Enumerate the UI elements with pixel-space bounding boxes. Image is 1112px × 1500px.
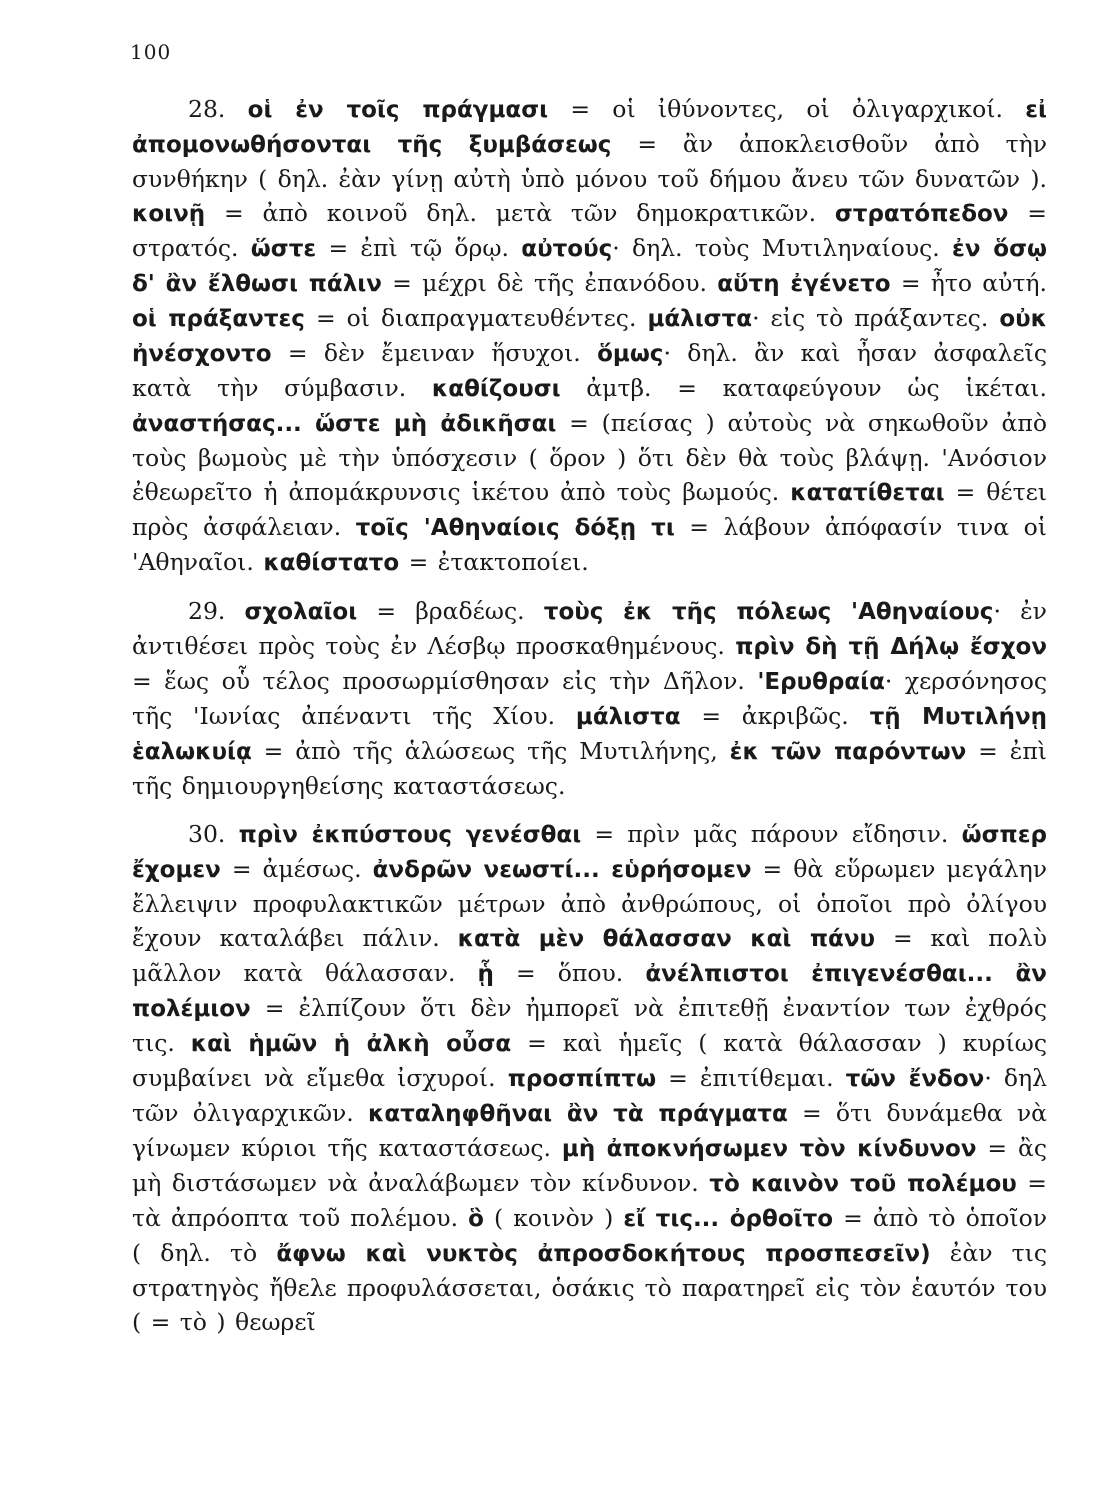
lemma-text: ὅμως <box>597 341 664 367</box>
gloss-text: = ἀμέσως. <box>220 855 373 883</box>
lemma-text: τὸ καινὸν τοῦ πολέμου <box>709 1171 1017 1197</box>
gloss-text: = τὰ ἀπρόοπτα τοῦ πολέμου. <box>132 1169 1047 1232</box>
gloss-text: = (πείσας ) αὐτοὺς νὰ σηκωθοῦν ἀπὸ τοὺς βωμοὺς μὲ τὴν ὑπόσχεσιν ( ὅρον ) ὅτι δὲν θὰ τοὺς βλάψῃ. 'Ανόσιον ἐθεωρεῖτο ἡ ἀπομάκρυνσις ἱκέτου ἀπὸ τοὺς βωμούς. <box>132 409 1047 506</box>
gloss-text: = ἂν ἀποκλεισθοῦν ἀπὸ τὴν συνθήκην ( δηλ. ἐὰν γίνῃ αὐτὴ ὑπὸ μόνου τοῦ δήμου ἄνευ τῶν δυνατῶν ). <box>132 130 1047 193</box>
lemma-text: εἴ τις... ὀρθοῖτο <box>623 1206 834 1232</box>
gloss-text: = ἀπὸ κοινοῦ δηλ. μετὰ τῶν δημοκρατικῶν. <box>205 199 835 227</box>
gloss-text: = δὲν ἔμειναν ἥσυχοι. <box>271 339 598 367</box>
lemma-text: ᾗ <box>477 961 494 987</box>
lemma-text: μάλιστα <box>575 704 681 730</box>
gloss-text: = θέτει πρὸς ἀσφάλειαν. <box>132 478 1047 541</box>
lemma-text: ὥστε <box>250 236 317 262</box>
gloss-text: = στρατός. <box>132 199 1047 262</box>
gloss-text: = ὅπου. <box>493 959 646 987</box>
lemma-text: προσπίπτω <box>507 1066 657 1092</box>
gloss-text: = ὅτι δυνάμεθα νὰ γίνωμεν κύριοι τῆς καταστάσεως. <box>132 1099 1047 1162</box>
gloss-text: = ἕως οὗ τέλος προσωρμίσθησαν εἰς τὴν Δῆλον. <box>132 667 758 695</box>
gloss-text: ἐὰν τις στρατηγὸς ἤθελε προφυλάσσεται, ὁσάκις τὸ παρατηρεῖ εἰς τὸν ἑαυτόν του ( = τὸ ) θεωρεῖ <box>132 1239 1048 1336</box>
lemma-text: αὕτη ἐγένετο <box>717 271 891 297</box>
lemma-text: καὶ ἡμῶν ἡ ἀλκὴ οὖσα <box>190 1031 512 1057</box>
lemma-text: κοινῇ <box>132 201 206 227</box>
gloss-text: · εἰς τὸ πράξαντες. <box>752 304 1000 332</box>
lemma-text: καταληφθῆναι ἂν τὰ πράγματα <box>367 1101 788 1127</box>
gloss-text: = ἀκριβῶς. <box>680 702 870 730</box>
lemma-text: ἀνδρῶν νεωστί... εὑρήσομεν <box>372 857 752 883</box>
lemma-text: οἱ πράξαντες <box>132 306 305 332</box>
lemma-text: ἀναστήσας... ὥστε μὴ ἀδικῆσαι <box>132 411 557 437</box>
gloss-text: = ἐτακτοποίει. <box>399 548 589 576</box>
gloss-text: · δηλ. τοὺς Μυτιληναίους. <box>612 234 953 262</box>
gloss-text: = μέχρι δὲ τῆς ἐπανόδου. <box>381 269 718 297</box>
lemma-text: εἰ ἀπομονωθήσονται τῆς ξυμβάσεως <box>132 97 1047 158</box>
lemma-text: οἱ ἐν τοῖς πράγμασι <box>247 97 549 123</box>
lemma-text: οὐκ ἠνέσχοντο <box>132 306 1047 367</box>
lemma-text: τῇ Μυτιλήνῃ ἑαλωκυίᾳ <box>132 704 1047 765</box>
lemma-text: ἐκ τῶν παρόντων <box>729 739 967 765</box>
page-body <box>132 92 1047 1339</box>
lemma-text: μὴ ἀποκνήσωμεν τὸν κίνδυνον <box>561 1136 977 1162</box>
gloss-text: = καὶ πολὺ μᾶλλον κατὰ θάλασσαν. <box>132 924 1048 987</box>
gloss-text: = ἀπὸ τῆς ἁλώσεως τῆς Μυτιλήνης, <box>251 737 730 765</box>
gloss-text: = ἦτο αὐτή. <box>890 269 1047 297</box>
paragraph-number: 29. <box>188 597 226 625</box>
gloss-text: = πρὶν μᾶς πάρουν εἴδησιν. <box>581 820 962 848</box>
gloss-text: = ἂς μὴ διστάσωμεν νὰ ἀναλάβωμεν τὸν κίνδυνον. <box>132 1134 1047 1197</box>
gloss-text: = ἀπὸ τὸ ὁποῖον ( δηλ. τὸ <box>132 1204 1048 1267</box>
gloss-text: = ἐπὶ τῆς δημιουργηθείσης καταστάσεως. <box>132 737 1047 800</box>
gloss-text: ( κοινὸν ) <box>483 1204 624 1232</box>
lemma-text: ἀνέλπιστοι ἐπιγενέσθαι... ἂν πολέμιον <box>132 961 1047 1022</box>
lemma-text: κατατίθεται <box>790 480 945 506</box>
gloss-text: · δηλ. ἂν καὶ ἦσαν ἀσφαλεῖς κατὰ τὴν σύμβασιν. <box>132 339 1048 402</box>
gloss-text: = λάβουν ἀπόφασίν τινα οἱ 'Αθηναῖοι. <box>132 513 1047 576</box>
lemma-text: τοὺς ἐκ τῆς πόλεως 'Αθηναίους <box>543 599 994 625</box>
gloss-text: = ἐπιτίθεμαι. <box>656 1064 846 1092</box>
gloss-text: ἀμτβ. = καταφεύγουν ὡς ἱκέται. <box>560 374 1047 402</box>
gloss-text: = βραδέως. <box>357 597 544 625</box>
gloss-text: · ἐν ἀντιθέσει πρὸς τοὺς ἐν Λέσβῳ προσκαθημένους. <box>132 597 1047 660</box>
gloss-text: = οἱ διαπραγματευθέντες. <box>304 304 648 332</box>
lemma-text: πρὶν δὴ τῇ Δήλῳ ἔσχον <box>735 634 1047 660</box>
lemma-text: στρατόπεδον <box>834 201 1009 227</box>
lemma-text: καθίστατο <box>263 550 400 576</box>
lemma-text: πρὶν ἐκπύστους γενέσθαι <box>238 822 582 848</box>
lemma-text: ὃ <box>468 1206 484 1232</box>
lemma-text: αὐτούς <box>521 236 613 262</box>
paragraph-28 <box>132 92 1047 580</box>
page-number: 100 <box>130 40 172 64</box>
lemma-text: καθίζουσι <box>431 376 561 402</box>
lemma-text: 'Ερυθραία <box>757 669 885 695</box>
lemma-text: τοῖς 'Αθηναίοις δόξῃ τι <box>355 515 675 541</box>
lemma-text: ἐν ὅσῳ δ' ἂν ἔλθωσι πάλιν <box>132 236 1048 297</box>
gloss-text: = οἱ ἰθύνοντες, οἱ ὀλιγαρχικοί. <box>548 95 1026 123</box>
paragraph-29 <box>132 594 1047 803</box>
lemma-text: ὥσπερ ἔχομεν <box>132 822 1047 883</box>
gloss-text: = θὰ εὕρωμεν μεγάλην ἔλλειψιν προφυλακτικῶν μέτρων ἀπὸ ἀνθρώπους, οἱ ὁποῖοι πρὸ ὀλίγου ἔχουν καταλάβει πάλιν. <box>132 855 1047 952</box>
lemma-text: τῶν ἔνδον <box>845 1066 985 1092</box>
paragraph-number: 28. <box>188 95 226 123</box>
gloss-text: · δηλ τῶν ὀλιγαρχικῶν. <box>132 1064 1047 1127</box>
gloss-text: = καὶ ἡμεῖς ( κατὰ θάλασσαν ) κυρίως συμβαίνει νὰ εἴμεθα ἰσχυροί. <box>132 1029 1048 1092</box>
lemma-text: μάλιστα <box>647 306 753 332</box>
gloss-text: = ἐπὶ τῷ ὅρῳ. <box>316 234 522 262</box>
paragraph-30 <box>132 817 1047 1339</box>
gloss-text: = ἐλπίζουν ὅτι δὲν ἠμπορεῖ νὰ ἐπιτεθῇ ἐναντίον των ἐχθρός τις. <box>132 994 1047 1057</box>
lemma-text: ἄφνω καὶ νυκτὸς ἀπροσδοκήτους προσπεσεῖν) <box>276 1241 931 1267</box>
lemma-text: σχολαῖοι <box>244 599 358 625</box>
lemma-text: κατὰ μὲν θάλασσαν καὶ πάνυ <box>457 926 876 952</box>
paragraph-number: 30. <box>188 820 226 848</box>
gloss-text: · χερσόνησος τῆς 'Ιωνίας ἀπέναντι τῆς Χίου. <box>132 667 1047 730</box>
